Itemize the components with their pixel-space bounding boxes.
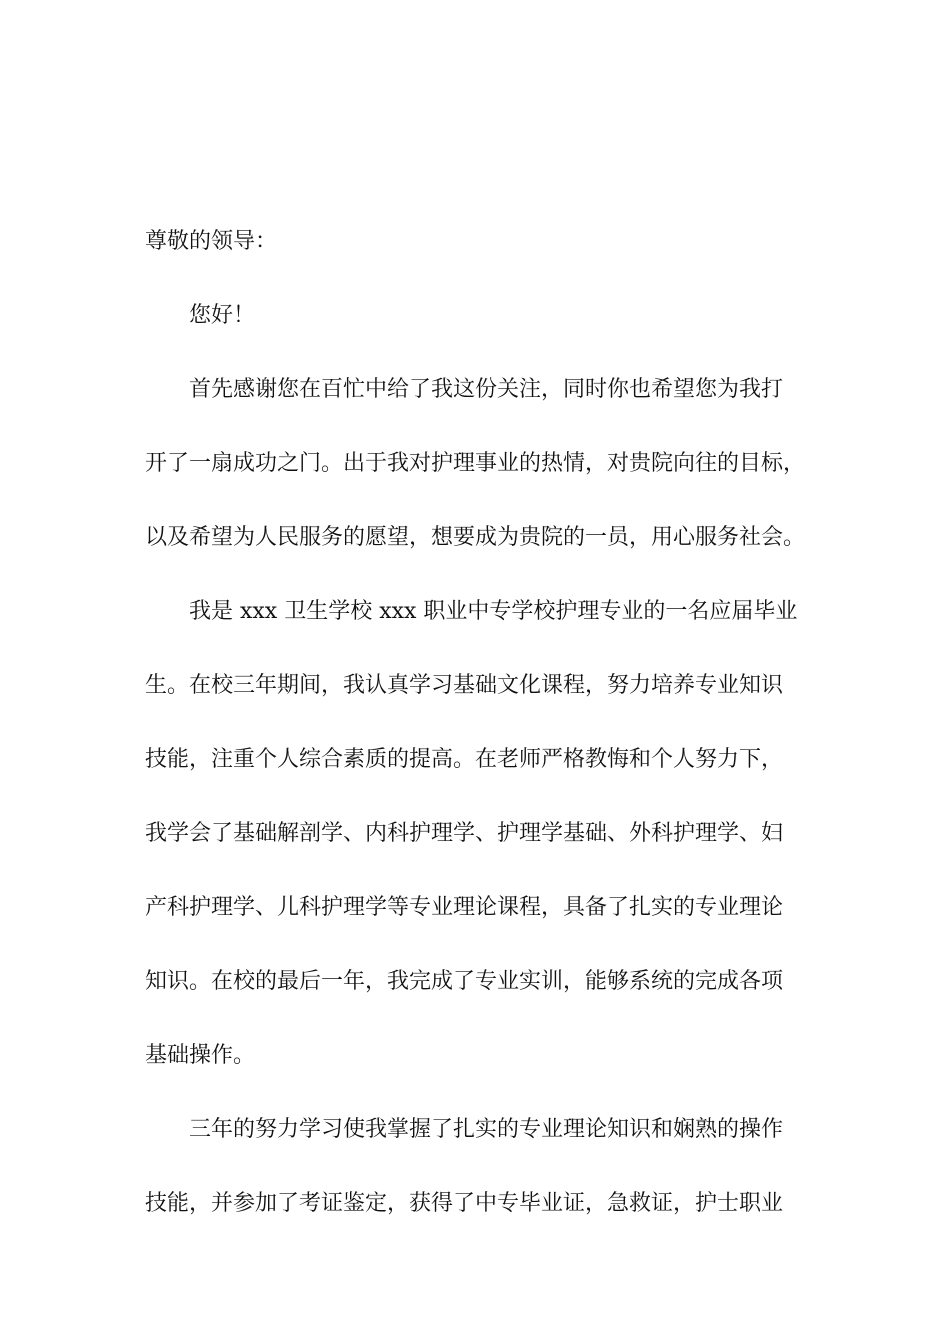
paragraph-1 [145, 353, 815, 575]
text-line: 知识。在校的最后一年，我完成了专业实训，能够系统的完成各项 [145, 969, 784, 994]
text-line: 技能，注重个人综合素质的提高。在老师严格教悔和个人努力下， [145, 747, 784, 772]
text-line: 基础操作。 [145, 1043, 256, 1068]
letter-body [145, 205, 815, 1241]
text-line: 首先感谢您在百忙中给了我这份关注，同时你也希望您为我打 [189, 377, 784, 402]
text-line: 产科护理学、儿科护理学等专业理论课程，具备了扎实的专业理论 [145, 895, 784, 920]
text-line: 三年的努力学习使我掌握了扎实的专业理论知识和娴熟的操作 [189, 1117, 784, 1142]
greeting-line: 您好！ [189, 303, 256, 328]
text-line: 生。在校三年期间，我认真学习基础文化课程，努力培养专业知识 [145, 673, 784, 698]
text-line: 技能，并参加了考证鉴定，获得了中专毕业证，急救证，护士职业 [145, 1191, 784, 1216]
greeting [145, 279, 815, 353]
salutation-line: 尊敬的领导： [145, 229, 278, 254]
paragraph-3 [145, 1093, 815, 1241]
paragraph-2 [145, 575, 815, 1093]
text-line: 开了一扇成功之门。出于我对护理事业的热情，对贵院向往的目标， [145, 451, 806, 476]
salutation [145, 205, 815, 279]
text-line: 我学会了基础解剖学、内科护理学、护理学基础、外科护理学、妇 [145, 821, 784, 846]
text-line: 我是 xxx 卫生学校 xxx 职业中专学校护理专业的一名应届毕业 [189, 599, 798, 624]
text-line: 以及希望为人民服务的愿望，想要成为贵院的一员，用心服务社会。 [145, 525, 806, 550]
